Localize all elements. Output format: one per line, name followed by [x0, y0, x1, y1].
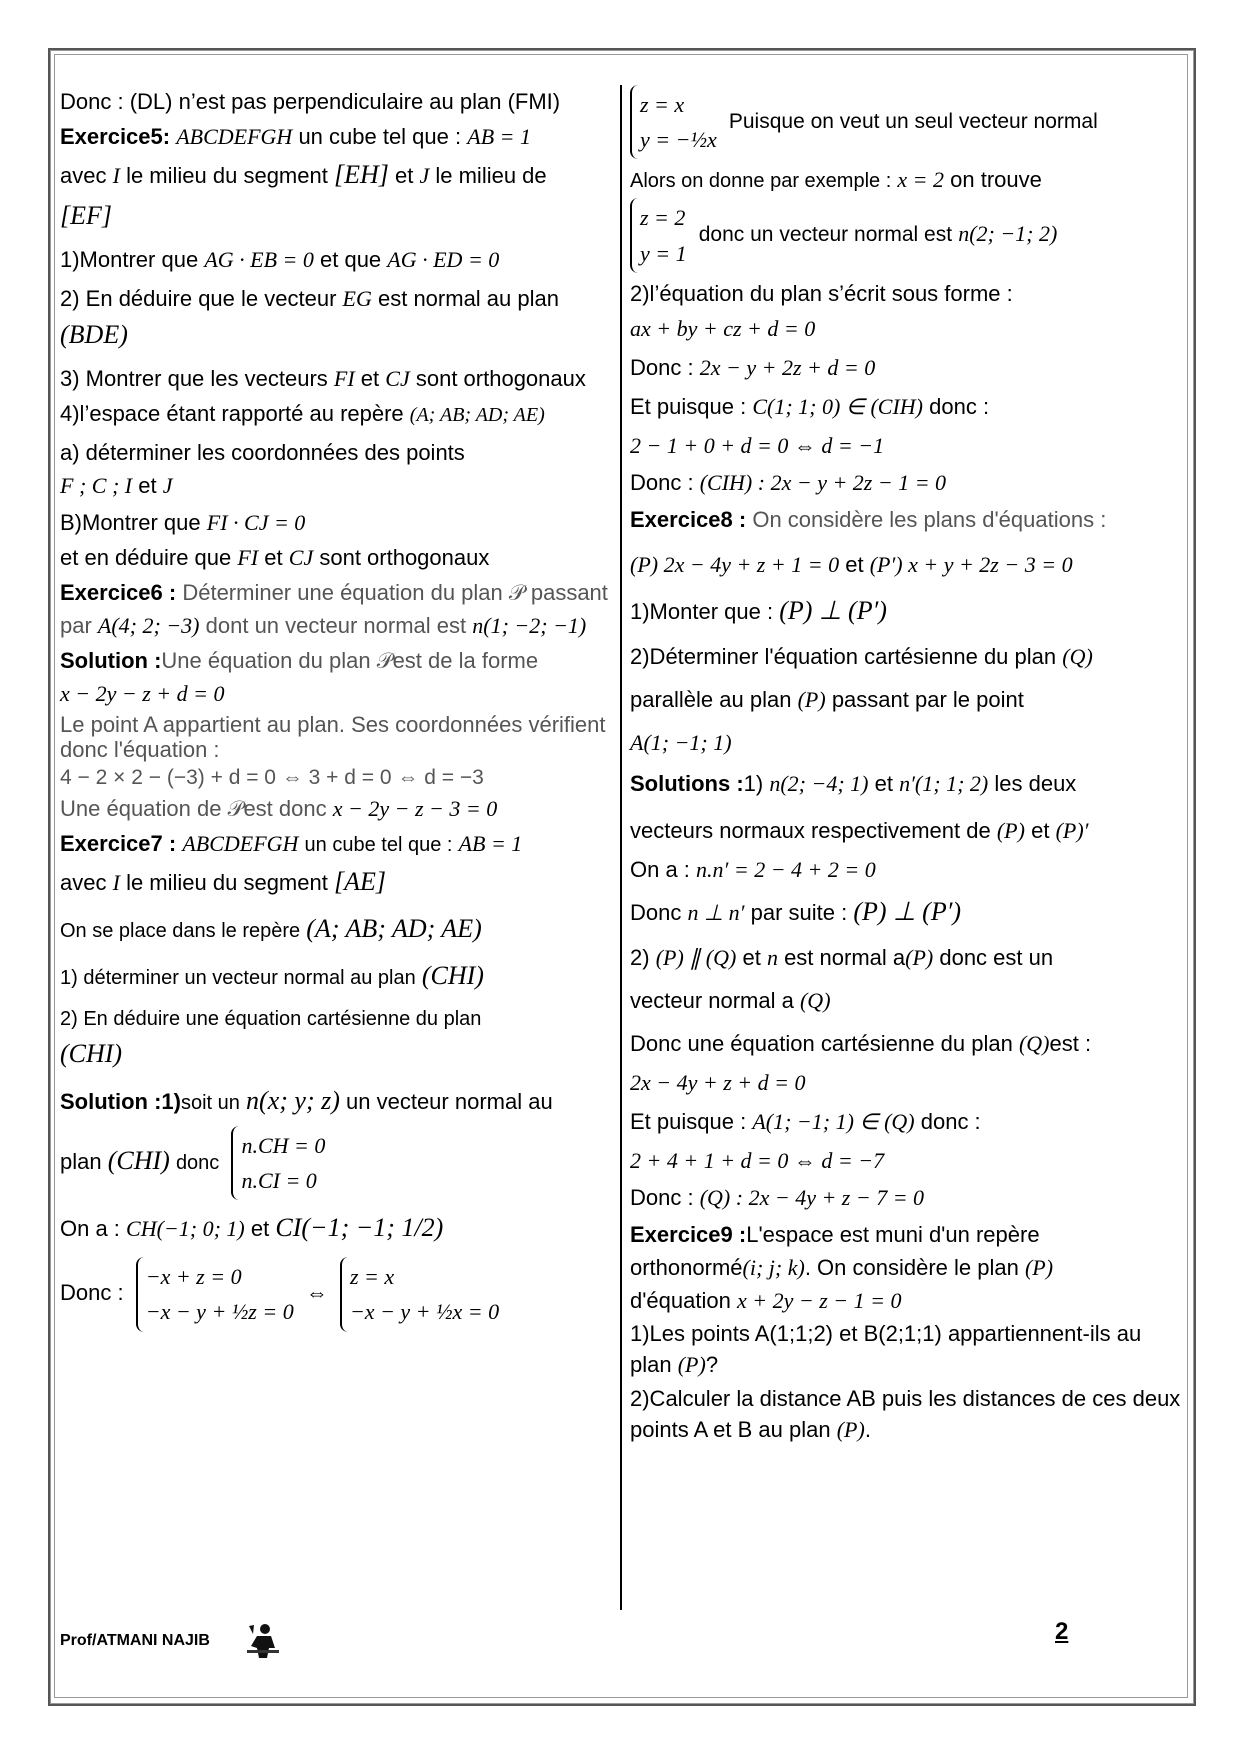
math: AG · ED = 0 [387, 247, 500, 272]
equation: z = x [640, 92, 685, 117]
text: donc : [920, 1108, 981, 1134]
math: n(2; −4; 1) [769, 770, 869, 796]
math: AB = 1 [458, 830, 523, 856]
math: F ; C ; I [60, 473, 133, 498]
text: vecteurs normaux respectivement de [630, 817, 991, 843]
text: est : [1049, 1030, 1092, 1056]
text: et [845, 551, 864, 577]
equation: n.CH = 0 [241, 1132, 326, 1158]
text: Donc [630, 899, 682, 925]
right-line6 [630, 351, 1185, 384]
text: avec [60, 163, 107, 188]
exercise5-line2 [60, 155, 616, 194]
exercise8-q1 [630, 591, 1185, 630]
exercise8-title: Exercice8 : [630, 506, 747, 532]
solution7-line1 [60, 1081, 616, 1120]
math: [EF] [60, 201, 112, 230]
math: (P) ⊥ (P′) [779, 595, 887, 625]
exercise8-q2b [630, 683, 1185, 716]
math: x − 2y − z − 3 = 0 [332, 795, 498, 821]
math: (Q) [1018, 1030, 1050, 1056]
exercise7-title: Exercice7 : [60, 830, 177, 856]
math: (P) [905, 944, 934, 970]
text: Donc : [630, 1184, 694, 1210]
text: et [264, 545, 283, 570]
equation-system [136, 1257, 294, 1331]
math: (A; AB; AD; AE) [409, 404, 545, 426]
equation: z = x [349, 1264, 395, 1290]
solution8-title: Solutions : [630, 770, 744, 796]
math: (CIH) : 2x − y + 2z − 1 = 0 [699, 469, 947, 495]
equation-system [630, 85, 717, 159]
solution8-line5 [630, 941, 1185, 974]
exercise9-title: Exercice9 : [630, 1221, 747, 1247]
text: On a : [630, 856, 690, 882]
text: Déterminer une équation du plan 𝒫 passant par [60, 580, 608, 638]
exercise9 [630, 1218, 1185, 1317]
solution6-result [60, 792, 616, 825]
page-number: 2 [1055, 1618, 1069, 1645]
math: n [766, 944, 778, 970]
exercise5-line3 [60, 196, 616, 235]
math: (P) [1024, 1254, 1054, 1280]
text: les deux [994, 770, 1077, 796]
math: CJ [288, 545, 314, 570]
math: EG [342, 286, 372, 311]
math: (P) ⊥ (P′) [853, 896, 962, 926]
math: FI [237, 545, 259, 570]
solution8-line10: 2 + 4 + 1 + d = 0 ⇔ d = −7 [630, 1147, 885, 1173]
solution6-text: Le point A appartient au plan. Ses coordonnées vérifient donc l'équation : [60, 712, 606, 763]
text: d'équation [630, 1287, 731, 1313]
solution8-line6 [630, 984, 1185, 1017]
equation: −x + z = 0 [145, 1264, 242, 1290]
math: CH(−1; 0; 1) [126, 1216, 245, 1242]
exercise7-q2 [60, 1001, 616, 1073]
text: sont orthogonaux [319, 545, 490, 570]
math: [EH] [333, 160, 389, 189]
math: AG · EB = 0 [204, 247, 314, 272]
solution8-line1 [630, 767, 1185, 800]
math: FI · CJ = 0 [206, 510, 306, 535]
math: AB = 1 [467, 124, 531, 149]
right-line8: 2 − 1 + 0 + d = 0 ⇔ d = −1 [630, 432, 885, 458]
exercise9-q2 [630, 1384, 1185, 1446]
text: et en déduire que [60, 545, 232, 570]
text: 2)Calculer la distance AB puis les distances de ces deux points A et B au plan [630, 1386, 1181, 1443]
math: J [162, 473, 173, 498]
solution7-line2 [60, 1126, 616, 1200]
text: 2) En déduire que le vecteur [60, 286, 337, 311]
math: (Q) : 2x − 4y + z − 7 = 0 [699, 1184, 925, 1210]
solution7-line3 [60, 1208, 616, 1247]
math: 2x − y + 2z + d = 0 [699, 354, 876, 380]
text: Une équation du plan 𝒫est de la forme [161, 648, 539, 673]
exercise6-title: Exercice6 : [60, 580, 177, 605]
exercise8-q2a [630, 640, 1185, 673]
math: n(2; −1; 2) [958, 221, 1058, 247]
question-2 [60, 282, 616, 354]
math: ABCDEFGH [176, 124, 293, 149]
question-4c [60, 541, 616, 574]
text: 2) [630, 944, 650, 970]
text: et que [320, 247, 382, 272]
person-at-desk-icon [245, 1622, 281, 1660]
math: (A; AB; AD; AE) [306, 913, 482, 943]
text: le milieu du segment [126, 163, 328, 188]
math: (P) [677, 1351, 706, 1377]
text: parallèle au plan [630, 686, 792, 712]
right-line1 [630, 85, 1185, 159]
text: Et puisque : [630, 1108, 747, 1134]
text: 1) déterminer un vecteur normal au plan [60, 966, 416, 989]
text: donc : [929, 393, 990, 419]
math: (P) [836, 1417, 865, 1443]
exercise6 [60, 576, 616, 642]
text: sont orthogonaux [415, 366, 586, 391]
text: et [360, 366, 380, 391]
math: x = 2 [897, 167, 945, 193]
text: 2) En déduire une équation cartésienne du plan [60, 1007, 482, 1030]
text: vecteur normal a [630, 987, 794, 1013]
equivalence-symbol: ⇔ [305, 1280, 328, 1306]
math: (Q) [799, 987, 831, 1013]
text: le milieu de [435, 163, 547, 188]
text: On a : [60, 1216, 120, 1242]
exercise8-line1 [630, 503, 1185, 536]
question-1 [60, 243, 616, 276]
equation-system [630, 198, 687, 272]
math: x + 2y − z − 1 = 0 [736, 1287, 902, 1313]
math: (CHI) [60, 1038, 123, 1068]
solution6-title: Solution : [60, 648, 162, 673]
text: donc [175, 1151, 220, 1174]
right-line4: 2)l’équation du plan s’écrit sous forme : [630, 280, 1013, 306]
text: L'espace est muni d'un repère [746, 1221, 1040, 1247]
text: 2)Déterminer l'équation cartésienne du plan [630, 643, 1057, 669]
text: dont un vecteur normal est [205, 613, 467, 638]
equation: n.CI = 0 [241, 1167, 317, 1193]
text: Donc : [60, 1280, 124, 1306]
math: n′(1; 1; 2) [899, 770, 989, 796]
right-line5: ax + by + cz + d = 0 [630, 315, 816, 341]
exercise5-title: Exercice5: [60, 124, 171, 149]
equation: y = 1 [640, 240, 687, 266]
right-line2 [630, 163, 1185, 196]
math: n(1; −2; −1) [472, 613, 587, 638]
text: orthonormé [630, 1254, 743, 1280]
solution8-line8: 2x − 4y + z + d = 0 [630, 1069, 806, 1095]
text: On considère les plans d'équations : [752, 506, 1107, 532]
text: et [874, 770, 893, 796]
equation-system [231, 1126, 325, 1200]
text: donc un vecteur normal est [698, 223, 953, 247]
text: Alors on donne par exemple : [630, 170, 892, 193]
math: A(4; 2; −3) [97, 613, 200, 638]
left-column [60, 85, 616, 1334]
question-4b [60, 506, 616, 539]
right-line7 [630, 390, 1185, 423]
equation: z = 2 [640, 205, 686, 231]
right-line3 [630, 198, 1185, 272]
math: (P) ∥ (Q) [655, 944, 737, 970]
text: et [1031, 817, 1050, 843]
solution7-title: Solution :1) [60, 1088, 181, 1114]
text: et [138, 473, 157, 498]
text: on trouve [950, 167, 1042, 193]
math: (P) 2x − 4y + z + 1 = 0 [630, 551, 840, 577]
question-4 [60, 397, 616, 430]
text: 1) [743, 770, 764, 796]
math: C(1; 1; 0) ∈ (CIH) [752, 393, 923, 419]
text: On se place dans le repère [60, 919, 301, 942]
solution8-line9 [630, 1105, 1185, 1138]
exercise9-q1 [630, 1319, 1185, 1381]
math: I [112, 869, 120, 895]
solution6-calc: 4 − 2 × 2 − (−3) + d = 0 ⇔ 3 + d = 0 ⇔ d = −3 [60, 765, 484, 789]
question-3 [60, 362, 616, 395]
exercise7-q1 [60, 956, 616, 995]
text: Donc une équation cartésienne du plan [630, 1030, 1013, 1056]
math: n.n′ = 2 − 4 + 2 = 0 [696, 856, 876, 882]
math: CI(−1; −1; 1/2) [275, 1213, 444, 1243]
math: (P) [797, 686, 826, 712]
text: un cube tel que : [304, 833, 453, 856]
solution8-line3 [630, 853, 1185, 886]
equation: y = −½x [640, 127, 717, 153]
solution8-line2 [630, 814, 1185, 847]
math: FI [333, 366, 355, 391]
text: Une équation de 𝒫est donc [60, 795, 327, 821]
text: et [742, 944, 761, 970]
math: CJ [385, 366, 410, 391]
text: ? [705, 1351, 719, 1377]
question-4a [60, 436, 616, 502]
math: (P) [996, 817, 1025, 843]
text: donc est un [939, 944, 1054, 970]
text: passant par le point [831, 686, 1024, 712]
text: plan [60, 1148, 102, 1174]
exercise5-line1 [60, 120, 616, 153]
solution7-line4 [60, 1257, 616, 1331]
math: J [419, 163, 430, 188]
text: Puisque on veut un seul vecteur normal [728, 110, 1098, 133]
right-line9 [630, 466, 1185, 499]
math: (P′) x + y + 2z − 3 = 0 [869, 551, 1073, 577]
exercise8-q2c: A(1; −1; 1) [630, 729, 732, 755]
right-column [630, 85, 1185, 1448]
text: B)Montrer que [60, 510, 201, 535]
equation: −x − y + ½z = 0 [145, 1299, 294, 1325]
math: A(1; −1; 1) ∈ (Q) [752, 1108, 915, 1134]
math: (P)′ [1055, 817, 1089, 843]
math: (BDE) [60, 320, 128, 349]
text: et [250, 1216, 270, 1242]
solution6 [60, 644, 616, 710]
solution8-line4 [630, 892, 1185, 931]
exercise8-line2 [630, 548, 1185, 581]
text: Et puisque : [630, 393, 747, 419]
text: avec [60, 869, 107, 895]
equation: −x − y + ½x = 0 [349, 1299, 500, 1325]
solution8-line11 [630, 1181, 1185, 1214]
math: (Q) [1062, 643, 1093, 669]
text: par suite : [750, 899, 848, 925]
text: le milieu du segment [126, 869, 328, 895]
text: 3) Montrer que les vecteurs [60, 366, 328, 391]
exercise7-line1 [60, 827, 616, 860]
math: n ⊥ n′ [687, 899, 745, 925]
math: (i; j; k) [742, 1254, 805, 1280]
exercise7-line2 [60, 862, 616, 901]
text: 1)Les points A(1;1;2) et B(2;1;1) appartiennent-ils au plan [630, 1320, 1142, 1377]
text: soit un [180, 1091, 240, 1114]
text: Donc : [630, 469, 694, 495]
math: ABCDEFGH [182, 830, 299, 856]
text: et [395, 163, 414, 188]
math: [AE] [333, 866, 386, 896]
math: x − 2y − z + d = 0 [60, 681, 225, 706]
exercise7-line3 [60, 909, 616, 948]
text: 1)Monter que : [630, 598, 774, 624]
text: 4)l’espace étant rapporté au repère [60, 401, 404, 426]
math: n(x; y; z) [246, 1085, 340, 1115]
author-name: Prof/ATMANI NAJIB [60, 1632, 210, 1649]
text: un cube tel que : [298, 124, 462, 149]
text: . [864, 1417, 871, 1443]
text: est normal au plan [377, 286, 559, 311]
text: un vecteur normal au [346, 1088, 553, 1114]
math: (CHI) [421, 960, 484, 990]
text: Donc : [630, 354, 694, 380]
column-divider [620, 85, 622, 1610]
math: (CHI) [107, 1145, 170, 1175]
math: I [112, 163, 120, 188]
text-line: Donc : (DL) n’est pas perpendiculaire au plan (FMI) [60, 89, 561, 114]
text: 1)Montrer que [60, 247, 199, 272]
text: est normal a [784, 944, 906, 970]
solution8-line7 [630, 1027, 1185, 1060]
equation-system [340, 1257, 499, 1331]
text: . On considère le plan [804, 1254, 1019, 1280]
text: a) déterminer les coordonnées des points [60, 440, 465, 465]
